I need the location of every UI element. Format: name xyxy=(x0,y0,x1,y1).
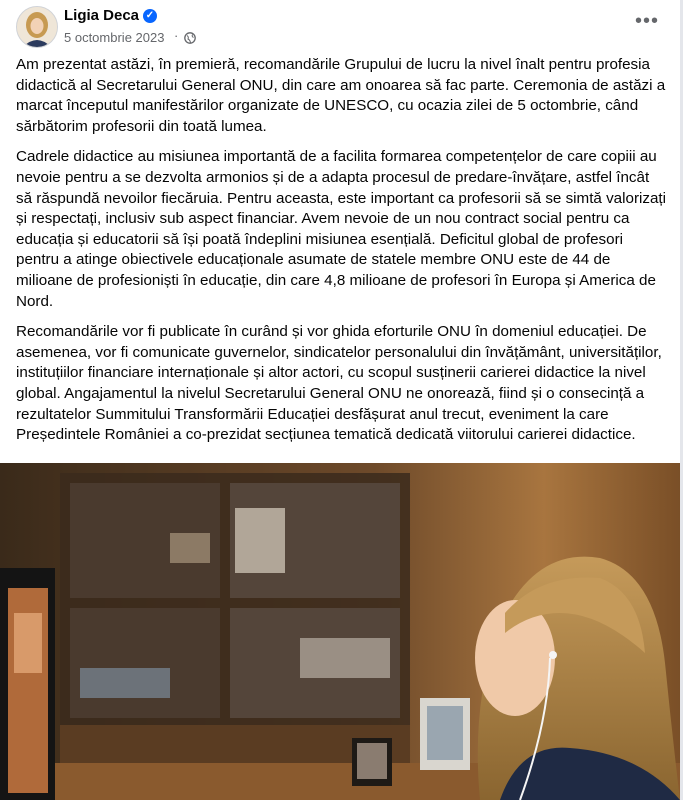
post-header xyxy=(0,0,680,52)
globe-icon[interactable] xyxy=(184,32,196,44)
author-name[interactable]: Ligia Deca xyxy=(64,7,140,24)
post-paragraph-2: Cadrele didactice au misiunea importantă de a facilita formarea competențelor de care copiii au nevoie pentru a se dezvolta armonios și de a adapta procesul de predare-învățare, astfel încât să răspundă nevoilor fiecăruia. Pentru aceasta, este important ca profesorii să se simtă valorizați și respectați, inclusiv sub aspect financiar. Avem nevoie de un nou contract social pentru ca educația și educatorii să își poată îndeplini misiunea esențială. Deficitul global de profesori pentru a atinge obiectivele educaționale asumate de statele membre ONU este de 44 de milioane de profesioniști în educație, din care 4,8 milioane de profesori în Europa și America de Nord. xyxy=(16,148,667,310)
post-paragraph-3: Recomandările vor fi publicate în curând și vor ghida eforturile ONU în domeniul educației. De asemenea, vor fi comunicate guvernelor, sindicatelor personalului din învățământ, universităților, instituțiilor financiare internaționale și altor actori, cu scopul susținerii carierei didactice la nivel global. Angajamentul la nivelul Secretarului General ONU ne onorează, fiind și o consecință a rezultatelor Summitului Transformării Educației desfășurat anul trecut, eveniment la care Președintele României a co-prezidat secțiunea tematică dedicată viitorului carierei didactice. xyxy=(16,323,662,444)
more-options-icon[interactable]: ••• xyxy=(634,10,659,32)
post-timestamp[interactable]: 5 octombrie 2023 xyxy=(64,30,165,45)
separator-dot: · xyxy=(174,28,179,43)
post-paragraph-1: Am prezentat astăzi, în premieră, recomandările Grupului de lucru la nivel înalt pentru profesia didactică al Secretarului General ONU, din care am onoarea să fac parte. Ceremonia de astăzi a marcat începutul manifestărilor organizate de UNESCO, cu ocazia zilei de 5 octombrie, când sărbătorim profesorii din toată lumea. xyxy=(16,56,666,135)
author-avatar[interactable] xyxy=(16,6,58,48)
post-photo[interactable] xyxy=(0,463,680,800)
verified-badge-icon: ✓ xyxy=(143,9,157,23)
post-text xyxy=(16,55,666,456)
